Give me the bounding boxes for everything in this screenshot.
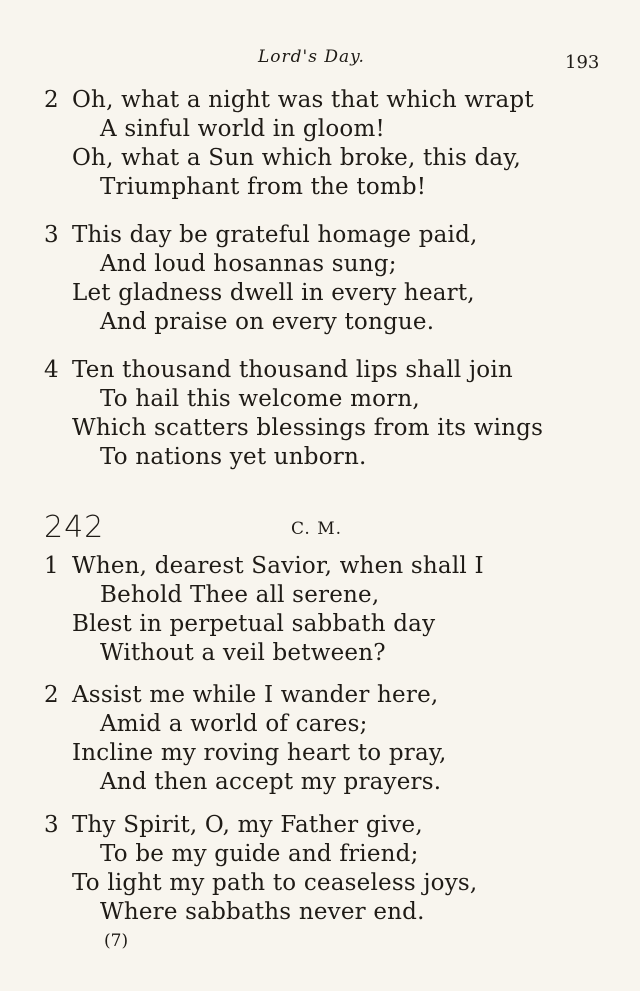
stanza-line: Blest in perpetual sabbath day [72, 611, 436, 637]
stanza-line: Triumphant from the tomb! [100, 174, 427, 200]
stanza-line: A sinful world in gloom! [100, 116, 385, 142]
stanza-line: To hail this welcome morn, [100, 386, 420, 412]
stanza-number: 3 [44, 222, 59, 248]
stanza-line: This day be grateful homage paid, [72, 222, 478, 248]
stanza-line: Behold Thee all serene, [100, 582, 380, 608]
stanza-number: 3 [44, 812, 59, 838]
stanza-line: Oh, what a Sun which broke, this day, [72, 145, 521, 171]
stanza-line: To be my guide and friend; [100, 841, 419, 867]
stanza-line: Assist me while I wander here, [72, 682, 439, 708]
stanza-line: To nations yet unborn. [100, 444, 367, 470]
stanza-line: When, dearest Savior, when shall I [72, 553, 484, 579]
stanza-number: 4 [44, 357, 59, 383]
stanza-line: Amid a world of cares; [100, 711, 368, 737]
stanza-line: And praise on every tongue. [100, 309, 435, 335]
stanza-number: 1 [44, 553, 59, 579]
stanza-line: To light my path to ceaseless joys, [72, 870, 478, 896]
hymn-number: 242 [44, 510, 105, 545]
stanza-line: Where sabbaths never end. [100, 899, 425, 925]
stanza-number: 2 [44, 87, 59, 113]
running-header-title: Lord's Day. [258, 47, 365, 67]
stanza-line: And loud hosannas sung; [100, 251, 397, 277]
stanza-line: And then accept my prayers. [100, 769, 442, 795]
stanza-line: Incline my roving heart to pray, [72, 740, 447, 766]
stanza-line: Ten thousand thousand lips shall join [72, 357, 513, 383]
stanza-line: Which scatters blessings from its wings [72, 415, 544, 441]
stanza-line: Let gladness dwell in every heart, [72, 280, 475, 306]
stanza-number: 2 [44, 682, 59, 708]
hymn-meter: C. M. [291, 519, 343, 539]
stanza-line: Thy Spirit, O, my Father give, [72, 812, 423, 838]
signature-mark: (7) [104, 931, 129, 951]
stanza-line: Oh, what a night was that which wrapt [72, 87, 534, 113]
page-number: 193 [565, 52, 600, 73]
stanza-line: Without a veil between? [100, 640, 386, 666]
